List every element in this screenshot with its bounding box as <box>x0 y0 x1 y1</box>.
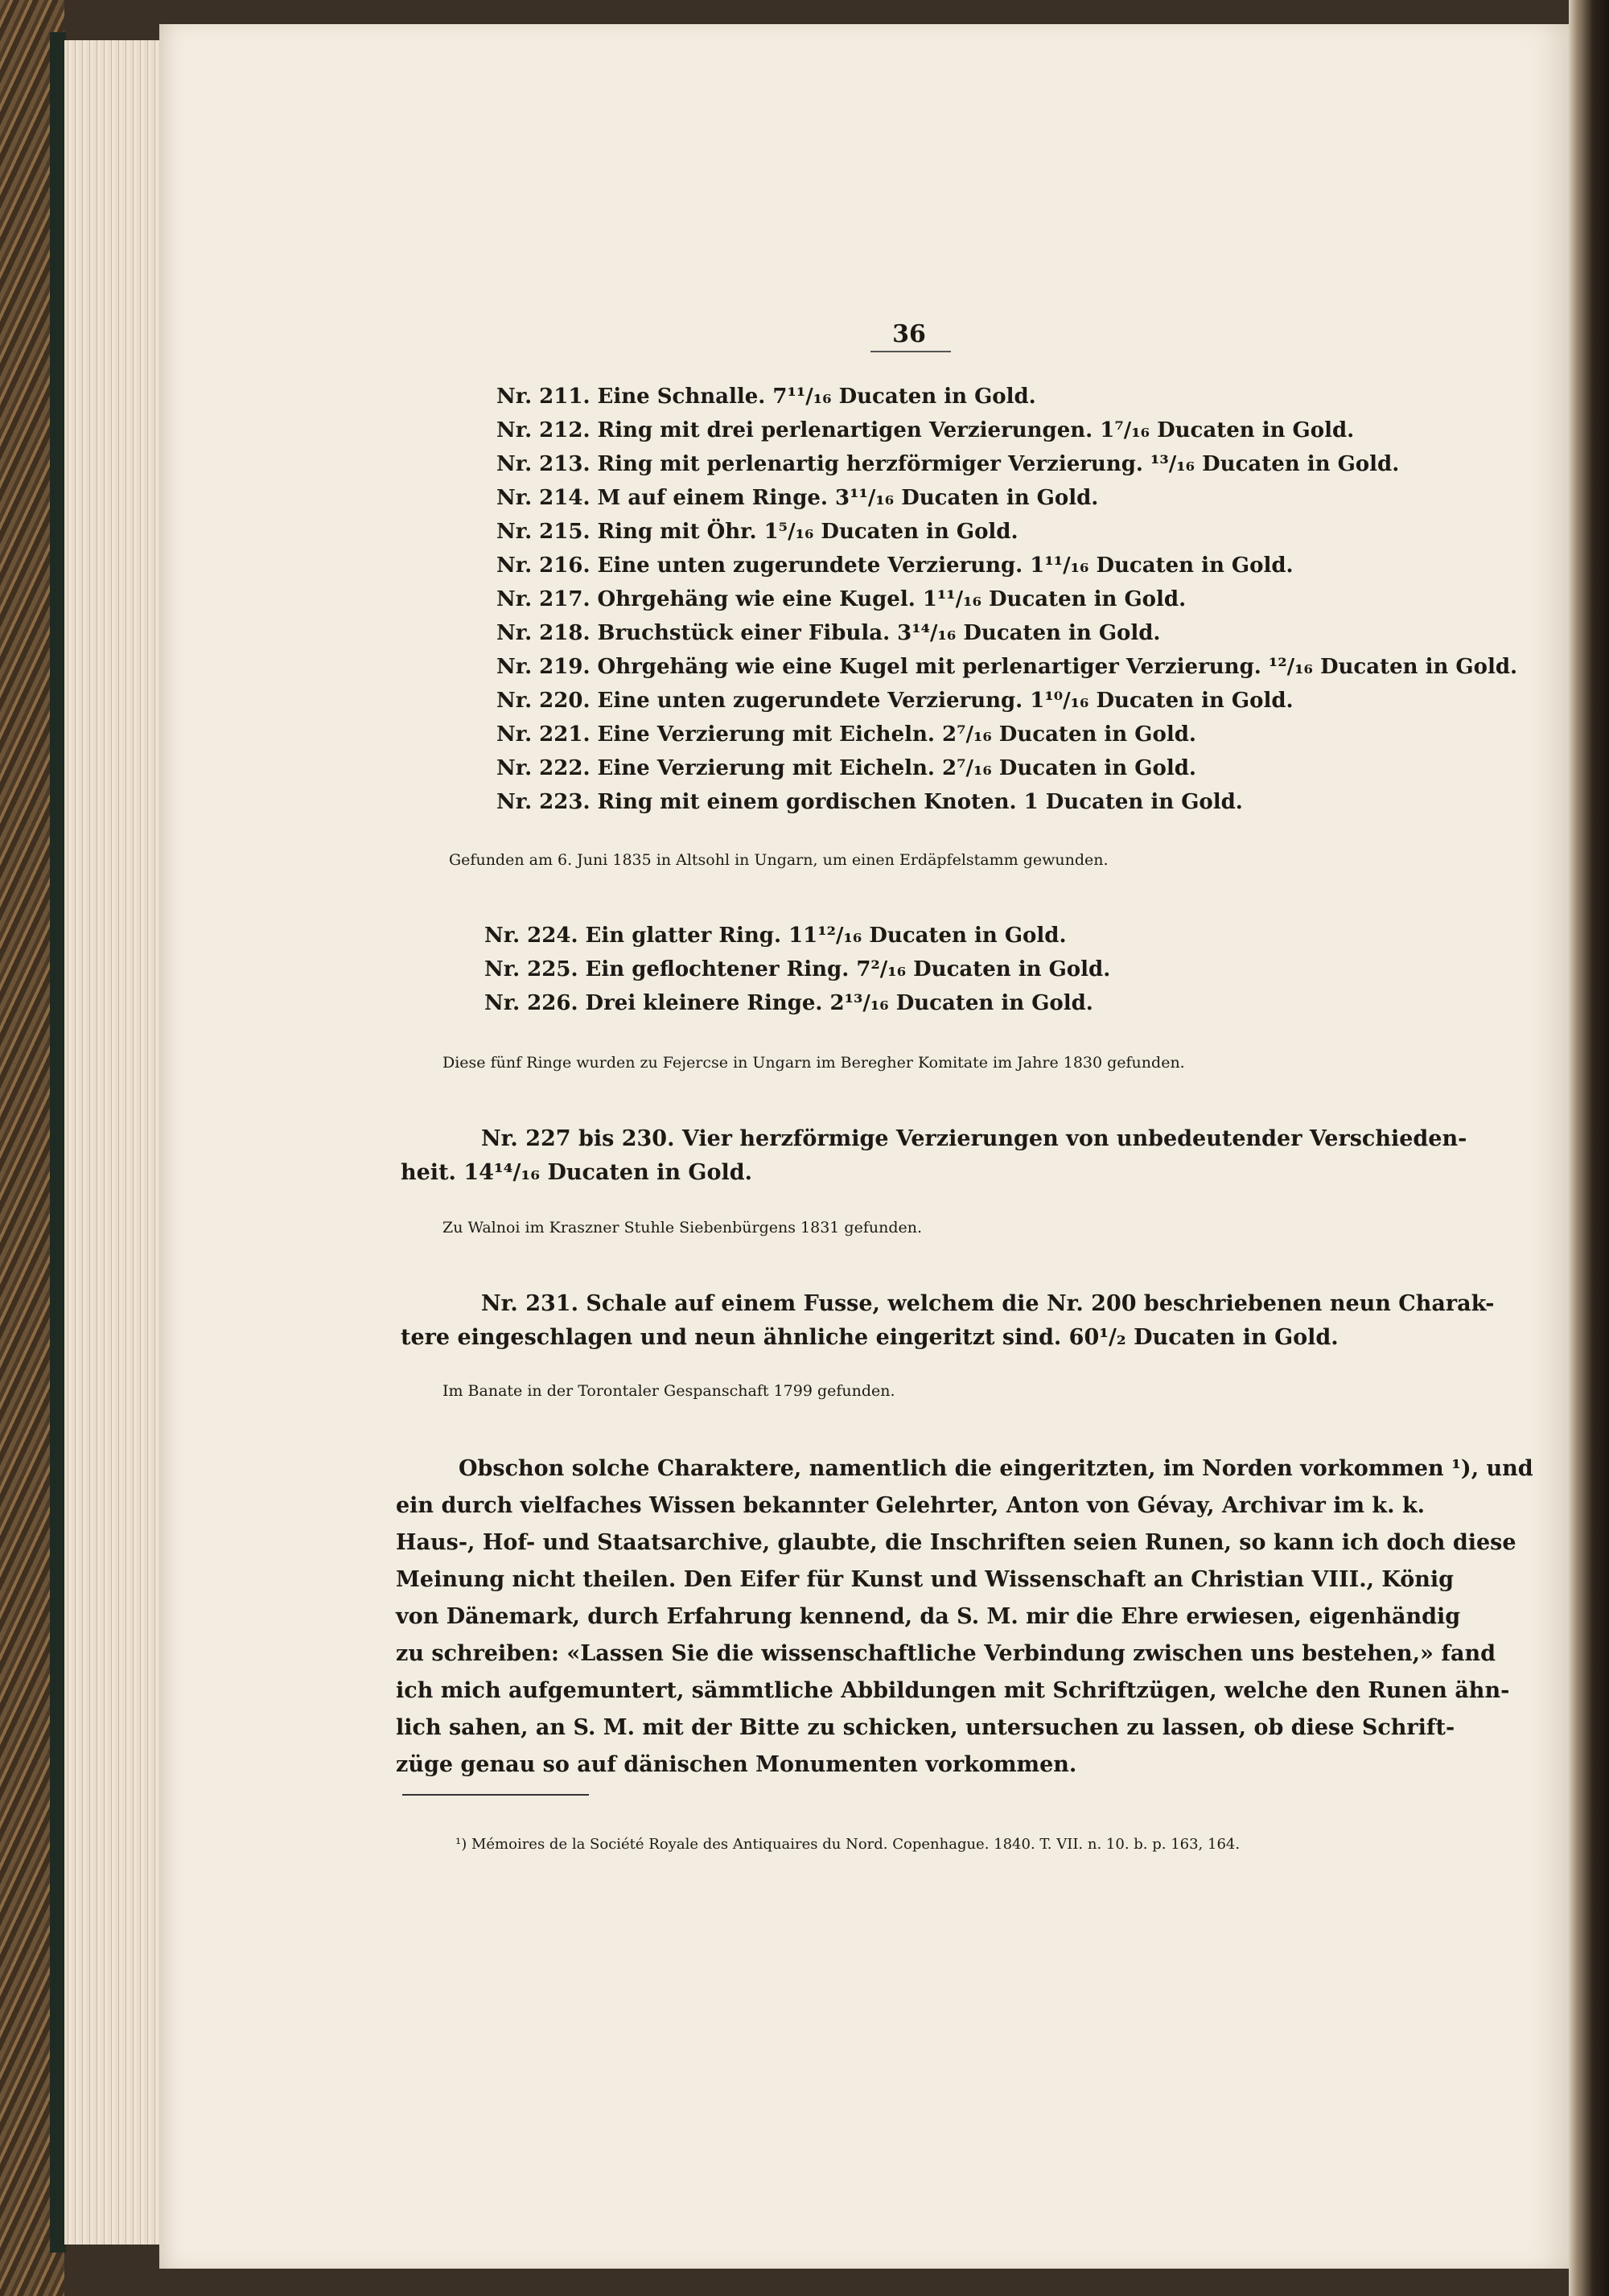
footnote-rule <box>402 1794 589 1796</box>
paragraph-line: Haus-, Hof- und Staatsarchive, glaubte, die Inschriften seien Runen, so kann ich doch diese <box>396 1530 1516 1555</box>
list-item: Nr. 212. Ring mit drei perlenartigen Verzierungen. 1⁷/₁₆ Ducaten in Gold. <box>496 418 1355 442</box>
list-item: Nr. 227 bis 230. Vier herzförmige Verzierungen von unbedeutender Verschieden- <box>481 1126 1467 1151</box>
page-stack <box>64 40 161 2245</box>
list-item: Nr. 221. Eine Verzierung mit Eicheln. 2⁷/₁₆ Ducaten in Gold. <box>496 722 1196 747</box>
list-item: Nr. 216. Eine unten zugerundete Verzierung. 1¹¹/₁₆ Ducaten in Gold. <box>496 553 1294 578</box>
find-note: Diese fünf Ringe wurden zu Fejercse in Ungarn im Beregher Komitate im Jahre 1830 gefunden. <box>442 1054 1185 1072</box>
cover-edge <box>50 32 66 2253</box>
list-item: Nr. 225. Ein geflochtener Ring. 7²/₁₆ Ducaten in Gold. <box>484 957 1111 981</box>
find-note: Gefunden am 6. Juni 1835 in Altsohl in Ungarn, um einen Erdäpfelstamm gewunden. <box>449 851 1109 869</box>
list-item: heit. 14¹⁴/₁₆ Ducaten in Gold. <box>401 1160 753 1185</box>
paragraph-line: Meinung nicht theilen. Den Eifer für Kunst und Wissenschaft an Christian VIII., König <box>396 1567 1455 1592</box>
list-item: Nr. 213. Ring mit perlenartig herzförmiger Verzierung. ¹³/₁₆ Ducaten in Gold. <box>496 452 1400 476</box>
paragraph-line: züge genau so auf dänischen Monumenten vorkommen. <box>396 1752 1077 1777</box>
right-page-edge <box>1569 0 1609 2296</box>
list-item: Nr. 214. M auf einem Ringe. 3¹¹/₁₆ Ducaten in Gold. <box>496 486 1099 510</box>
find-note: Im Banate in der Torontaler Gespanschaft 1799 gefunden. <box>442 1382 895 1400</box>
list-item: Nr. 222. Eine Verzierung mit Eicheln. 2⁷/₁₆ Ducaten in Gold. <box>496 756 1196 780</box>
list-item: tere eingeschlagen und neun ähnliche eingeritzt sind. 60¹/₂ Ducaten in Gold. <box>401 1325 1339 1350</box>
find-note: Zu Walnoi im Kraszner Stuhle Siebenbürgens 1831 gefunden. <box>442 1219 923 1236</box>
list-item: Nr. 219. Ohrgehäng wie eine Kugel mit perlenartiger Verzierung. ¹²/₁₆ Ducaten in Gold. <box>496 655 1518 679</box>
list-item: Nr. 223. Ring mit einem gordischen Knoten. 1 Ducaten in Gold. <box>496 790 1243 814</box>
paragraph-line: zu schreiben: «Lassen Sie die wissenschaftliche Verbindung zwischen uns bestehen,» fand <box>396 1641 1496 1666</box>
list-item: Nr. 224. Ein glatter Ring. 11¹²/₁₆ Ducaten in Gold. <box>484 924 1067 948</box>
list-item: Nr. 211. Eine Schnalle. 7¹¹/₁₆ Ducaten in Gold. <box>496 385 1036 409</box>
list-item: Nr. 226. Drei kleinere Ringe. 2¹³/₁₆ Ducaten in Gold. <box>484 991 1093 1015</box>
list-item: Nr. 231. Schale auf einem Fusse, welchem die Nr. 200 beschriebenen neun Charak- <box>481 1291 1495 1316</box>
list-item: Nr. 218. Bruchstück einer Fibula. 3¹⁴/₁₆ Ducaten in Gold. <box>496 621 1161 645</box>
paragraph-line: ein durch vielfaches Wissen bekannter Gelehrter, Anton von Gévay, Archivar im k. k. <box>396 1493 1426 1518</box>
footnote: ¹) Mémoires de la Société Royale des Antiquaires du Nord. Copenhague. 1840. T. VII. n. 10. b. p. 163, 164. <box>455 1836 1241 1853</box>
paragraph-line: Obschon solche Charaktere, namentlich die eingeritzten, im Norden vorkommen ¹), und <box>459 1456 1533 1481</box>
list-item: Nr. 217. Ohrgehäng wie eine Kugel. 1¹¹/₁₆ Ducaten in Gold. <box>496 587 1187 611</box>
paragraph-line: lich sahen, an S. M. mit der Bitte zu schicken, untersuchen zu lassen, ob diese Schrift- <box>396 1715 1455 1740</box>
list-item: Nr. 215. Ring mit Öhr. 1⁵/₁₆ Ducaten in Gold. <box>496 520 1018 544</box>
page-number: 36 <box>892 320 926 348</box>
list-item: Nr. 220. Eine unten zugerundete Verzierung. 1¹⁰/₁₆ Ducaten in Gold. <box>496 689 1294 713</box>
paragraph-line: ich mich aufgemuntert, sämmtliche Abbildungen mit Schriftzügen, welche den Runen ähn- <box>396 1678 1510 1703</box>
page-number-rule <box>870 351 951 352</box>
paragraph-line: von Dänemark, durch Erfahrung kennend, da S. M. mir die Ehre erwiesen, eigenhändig <box>396 1604 1461 1629</box>
